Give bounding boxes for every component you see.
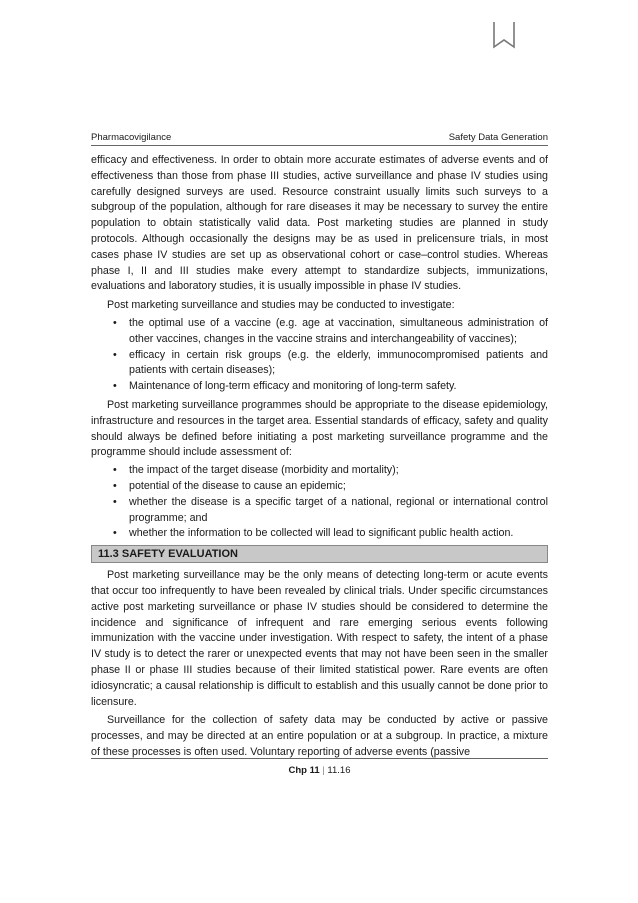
list-item-text: efficacy in certain risk groups (e.g. the elderly, immunocompromised patients and patients with certain diseases); [129,348,548,377]
footer-chapter: Chp 11 [288,765,320,776]
list-item [91,479,548,495]
list-item [91,463,548,479]
list-item-text: whether the information to be collected will lead to significant public health action. [129,527,514,540]
bullet-list [91,316,548,395]
header-right: Safety Data Generation [448,132,548,143]
paragraph: Post marketing surveillance programmes should be appropriate to the disease epidemiology, infrastructure and resources in the target area. Essential standards of efficacy, safety and quality should always be defined before initiating a post marketing surveillance programme and the programme should include assessment of: [91,398,548,459]
paragraph: Surveillance for the collection of safety data may be conducted by active or passive processes, and may be directed at an entire population or at a subgroup. In practice, a mixture of these processes is often used. Voluntary reporting of adverse events (passive [91,714,548,758]
bullet-icon: • [113,464,117,477]
list-item-text: potential of the disease to cause an epidemic; [129,479,346,492]
section-heading: 11.3 SAFETY EVALUATION [91,545,548,563]
bullet-icon: • [113,348,117,361]
list-item [91,495,548,527]
list-item-text: the optimal use of a vaccine (e.g. age at vaccination, simultaneous administration of other vaccines, changes in the vaccine strains and interchangeability of vaccines); [129,316,548,345]
list-item-text: the impact of the target disease (morbidity and mortality); [129,464,399,477]
running-header [91,127,548,146]
bullet-icon: • [113,316,117,329]
list-item-text: Maintenance of long-term efficacy and monitoring of long-term safety. [129,380,457,393]
list-item [91,379,548,395]
bullet-list [91,463,548,542]
bullet-icon: • [113,495,117,508]
footer-separator: | [322,765,325,776]
list-item-text: whether the disease is a specific target of a national, regional or international control programme; and [129,495,548,524]
bookmark-logo-icon [490,20,518,50]
footer-page-number: 11.16 [327,765,351,776]
paragraph: Post marketing surveillance may be the only means of detecting long-term or acute events that occur too infrequently to have been revealed by clinical trials. Under specific circumstances active post marketing surveillance or phase IV studies should be considered to determine the incidence and significance of infrequent and rare emerging serious events following immunization with the vaccine under investigation. With respect to safety, the intent of a phase IV study is to detect the rarer or unexpected events that may not have been seen in the smaller phase II or phase III studies because of their limited statistical power. Rare events are often idiosyncratic; a causal relationship is difficult to establish and this usually cannot be done prior to licensure. [91,569,548,708]
list-item [91,526,548,542]
list-item [91,348,548,380]
page-footer [91,758,548,776]
header-left: Pharmacovigilance [91,132,172,143]
page-body [91,153,548,761]
bullet-icon: • [113,527,117,540]
bullet-icon: • [113,479,117,492]
paragraph: Post marketing surveillance and studies may be conducted to investigate: [107,299,455,312]
list-item [91,316,548,348]
bullet-icon: • [113,380,117,393]
paragraph: efficacy and effectiveness. In order to obtain more accurate estimates of adverse events and of effectiveness than those from phase III studies, active surveillance and phase IV studies using carefully designed surveys are used. Resource constraint usually limits such surveys to a subgroup of the population, although for rare diseases it may be necessary to survey the entire population to obtain statistically valid data. Post marketing studies are planned in study protocols. Although occasionally the designs may be as used in prelicensure trials, in most cases phase IV studies are set up as observational cohort or case–control studies. Whereas phase I, II and III studies make every attempt to standardize subjects, immunizations, evaluations and laboratory studies, it is usually impossible in phase IV studies. [91,154,548,293]
